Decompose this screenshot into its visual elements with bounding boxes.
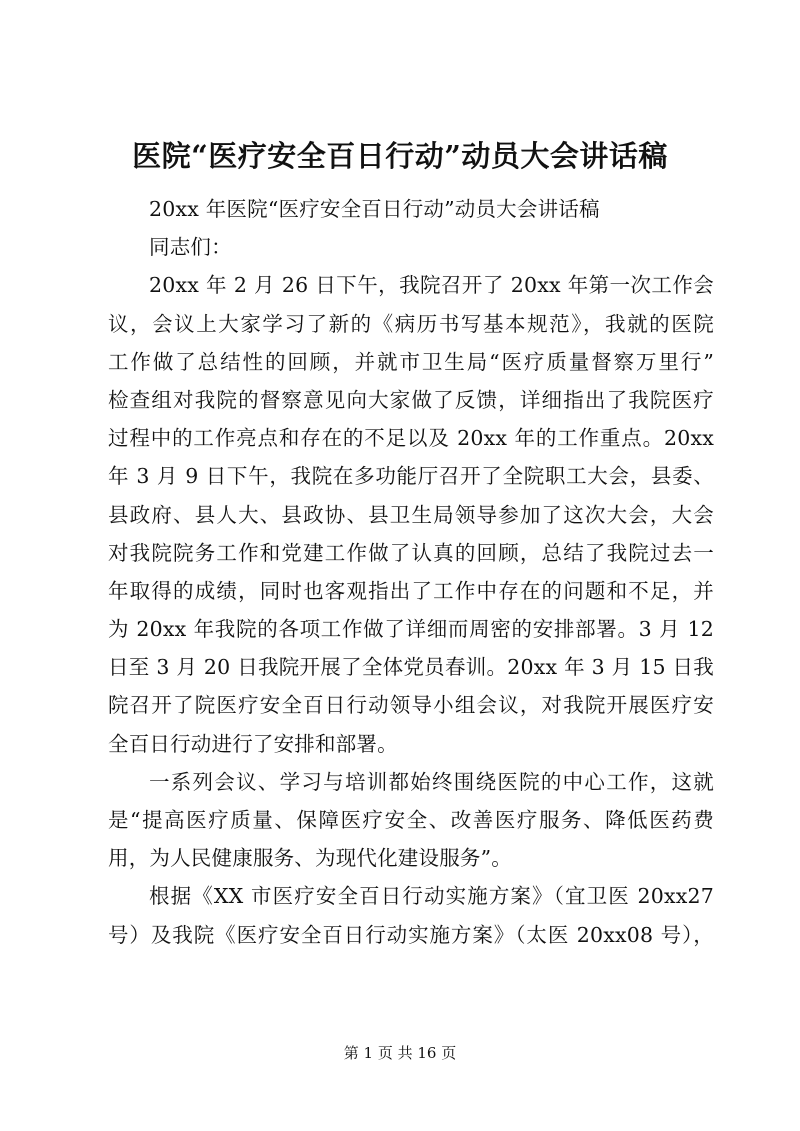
subtitle-line: 20xx 年医院“医疗安全百日行动”动员大会讲话稿 xyxy=(149,197,600,221)
paragraph-line: 是“提高医疗质量、保障医疗安全、改善医疗服务、降低医药费 xyxy=(108,808,714,832)
paragraph-line: 过程中的工作亮点和存在的不足以及 20xx 年的工作重点。20xx xyxy=(108,426,714,451)
paragraph-line: 全百日行动进行了安排和部署。 xyxy=(108,731,398,756)
paragraph-line: 检查组对我院的督察意见向大家做了反馈，详细指出了我院医疗 xyxy=(108,387,714,412)
paragraph-line: 根据《XX 市医疗安全百日行动实施方案》（宜卫医 20xx27 xyxy=(149,884,714,909)
page-number-footer: 第 1 页 共 16 页 xyxy=(343,1044,457,1062)
paragraph-line: 年取得的成绩，同时也客观指出了工作中存在的问题和不足，并 xyxy=(108,578,714,603)
document-title: 医院“医疗安全百日行动”动员大会讲话稿 xyxy=(132,139,668,173)
paragraph-line: 县政府、县人大、县政协、县卫生局领导参加了这次大会，大会 xyxy=(108,502,714,527)
paragraph-line: 日至 3 月 20 日我院开展了全体党员春训。20xx 年 3 月 15 日我 xyxy=(108,655,714,680)
salutation-line: 同志们： xyxy=(149,235,232,260)
paragraph-line: 为 20xx 年我院的各项工作做了详细而周密的安排部署。3 月 12 xyxy=(108,617,714,642)
paragraph-line: 工作做了总结性的回顾，并就市卫生局“医疗质量督察万里行” xyxy=(108,349,714,374)
paragraph-line: 20xx 年 2 月 26 日下午，我院召开了 20xx 年第一次工作会 xyxy=(149,273,714,298)
paragraph-line: 对我院院务工作和党建工作做了认真的回顾，总结了我院过去一 xyxy=(108,540,714,565)
paragraph-line: 号）及我院《医疗安全百日行动实施方案》（太医 20xx08 号）， xyxy=(108,922,714,947)
paragraph-line: 年 3 月 9 日下午，我院在多功能厅召开了全院职工大会，县委、 xyxy=(108,464,714,489)
paragraph-line: 用，为人民健康服务、为现代化建设服务”。 xyxy=(108,846,512,871)
document-body xyxy=(108,190,714,954)
paragraph-line: 一系列会议、学习与培训都始终围绕医院的中心工作，这就 xyxy=(149,769,714,794)
paragraph-line: 院召开了院医疗安全百日行动领导小组会议，对我院开展医疗安 xyxy=(108,693,714,718)
paragraph-line: 议，会议上大家学习了新的《病历书写基本规范》，我就的医院 xyxy=(108,311,714,336)
